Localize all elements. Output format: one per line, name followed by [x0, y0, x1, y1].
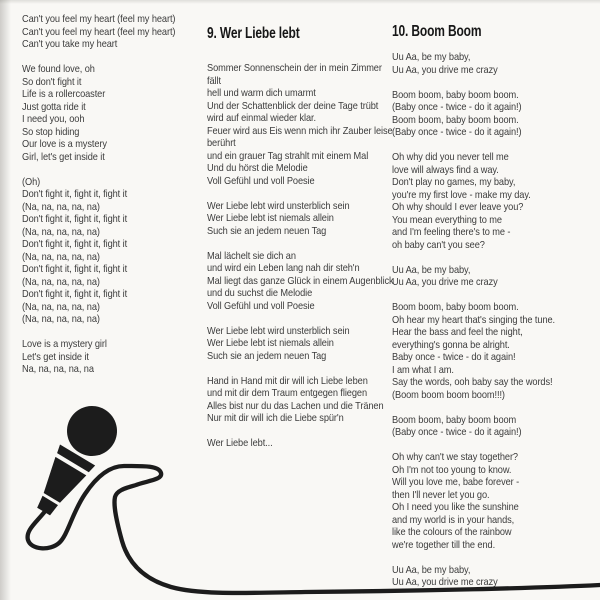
lyric-line: Don't fight it, fight it, fight it: [22, 238, 128, 250]
lyric-line: Voll Gefühl und voll Poesie: [207, 299, 315, 312]
lyric-line: Say the words, ooh baby say the words!: [392, 376, 553, 388]
lyric-line: Girl, let's get inside it: [22, 150, 105, 163]
lyric-line: Oh why did you never tell me: [392, 151, 509, 163]
lyric-line: Let's get inside it: [22, 350, 89, 363]
lyric-line: oh baby can't you see?: [392, 238, 485, 251]
lyric-line: (Baby once - twice - do it again!): [392, 126, 522, 138]
lyric-line: Uu Aa, be my baby,: [392, 563, 471, 576]
stanza: [207, 325, 401, 363]
lyric-line: Mal liegt das ganze Glück in einem Augenblick: [207, 274, 394, 287]
lyric-line: I am what I am.: [392, 363, 454, 376]
microphone-ring-band: [55, 444, 95, 473]
stanza: [22, 176, 216, 326]
lyric-line: then I'll never let you go.: [392, 488, 490, 501]
paper-edge-shadow-top: [0, 0, 600, 4]
microphone-head: [58, 397, 127, 466]
lyric-line: everything's gonna be alright.: [392, 338, 510, 351]
lyric-line: Hand in Hand mit dir will ich Liebe leben: [207, 374, 368, 387]
lyric-line: (Baby once - twice - do it again!): [392, 101, 522, 113]
lyric-line: Uu Aa, be my baby,: [392, 51, 471, 63]
lyric-line: (Na, na, na, na, na): [22, 250, 100, 263]
stanza: [392, 264, 594, 289]
lyrics-column-left: [22, 13, 216, 376]
lyric-line: Oh hear my heart that's singing the tune.: [392, 313, 556, 326]
stanza: [207, 62, 401, 187]
lyric-line: Uu Aa, you drive me crazy: [392, 576, 498, 588]
lyric-line: Hear the bass and feel the night,: [392, 326, 523, 338]
lyric-line: like the colours of the rainbow: [392, 526, 512, 538]
microphone-tail-cap: [36, 496, 58, 516]
lyric-line: (Na, na, na, na, na): [22, 225, 100, 238]
lyric-line: berührt: [207, 137, 236, 149]
lyric-line: Life is a rollercoaster: [22, 88, 106, 100]
stanza: [207, 375, 401, 425]
lyric-line: Don't fight it, fight it, fight it: [22, 288, 128, 300]
stanza: [392, 451, 594, 551]
lyric-line: Alles bist nur du das Lachen und die Tränen: [207, 399, 384, 412]
lyric-line: Oh I'm not too young to know.: [392, 463, 512, 476]
lyric-line: Feuer wird aus Eis wenn mich ihr Zauber leise: [207, 124, 393, 137]
lyric-line: Nur mit dir will ich die Liebe spür'n: [207, 412, 344, 424]
lyric-line: Can't you feel my heart (feel my heart): [22, 13, 176, 25]
lyric-line: love will always find a way.: [392, 163, 499, 176]
lyric-line: Oh why can't we stay together?: [392, 451, 518, 463]
lyric-line: Wer Liebe lebt ist niemals allein: [207, 337, 334, 349]
lyric-line: fällt: [207, 74, 221, 87]
lyric-line: Can't you feel my heart (feel my heart): [22, 25, 176, 38]
lyric-line: und ein grauer Tag strahlt mit einem Mal: [207, 149, 369, 162]
lyric-line: I need you, ooh: [22, 113, 85, 125]
lyric-line: Just gotta ride it: [22, 100, 86, 113]
lyric-line: Such sie an jedem neuen Tag: [207, 224, 327, 237]
lyric-line: Such sie an jedem neuen Tag: [207, 349, 327, 362]
stanza: [392, 89, 594, 139]
lyric-line: und mit dir dem Traum entgegen fliegen: [207, 387, 367, 399]
lyric-line: und du suchst die Melodie: [207, 287, 313, 299]
lyric-line: (Na, na, na, na, na): [22, 275, 100, 288]
lyric-line: (Na, na, na, na, na): [22, 313, 100, 325]
lyric-line: hell und warm dich umarmt: [207, 87, 316, 99]
lyric-line: Voll Gefühl und voll Poesie: [207, 174, 315, 187]
lyric-line: Uu Aa, you drive me crazy: [392, 63, 498, 76]
lyric-line: Boom boom, baby boom boom: [392, 413, 517, 426]
lyric-line: Wer Liebe lebt wird unsterblich sein: [207, 324, 350, 337]
lyric-line: Don't fight it, fight it, fight it: [22, 263, 128, 275]
lyric-line: Boom boom, baby boom boom.: [392, 301, 519, 313]
track-9-lyrics: [207, 62, 401, 450]
lyric-line: Sommer Sonnenschein der in mein Zimmer: [207, 62, 382, 74]
stanza: [22, 338, 216, 376]
stanza: [22, 63, 216, 163]
lyric-line: wird auf einmal wieder klar.: [207, 112, 316, 124]
lyric-line: Love is a mystery girl: [22, 338, 107, 350]
stanza: [392, 301, 594, 401]
lyric-line: Boom boom, baby boom boom.: [392, 113, 519, 126]
lyric-line: Don't fight it, fight it, fight it: [22, 213, 128, 225]
lyric-line: Don't fight it, fight it, fight it: [22, 188, 128, 200]
track-title-10: 10. Boom Boom: [392, 23, 482, 40]
lyric-line: Boom boom, baby boom boom.: [392, 88, 519, 101]
lyric-line: Na, na, na, na, na: [22, 363, 94, 375]
lyric-line: (Na, na, na, na, na): [22, 300, 100, 313]
lyric-line: Our love is a mystery: [22, 138, 107, 150]
stanza: [392, 151, 594, 251]
lyric-line: We found love, oh: [22, 63, 95, 75]
lyric-line: you're my first love - make my day.: [392, 188, 531, 201]
lyric-line: (Oh): [22, 175, 41, 188]
stanza: [392, 564, 594, 589]
microphone-icon: [22, 397, 126, 525]
lyric-line: Oh I need you like the sunshine: [392, 501, 519, 513]
lyrics-column-middle: [207, 26, 401, 450]
lyric-line: (Na, na, na, na, na): [22, 200, 100, 213]
lyric-line: (Boom boom boom boom!!!): [392, 388, 505, 401]
lyric-line: and I'm feeling there's to me -: [392, 226, 511, 238]
lyric-line: Will you love me, babe forever -: [392, 476, 520, 488]
stanza: [392, 51, 594, 76]
track-title-9: 9. Wer Liebe lebt: [207, 25, 300, 42]
lyric-line: (Baby once - twice - do it again!): [392, 426, 522, 438]
lyric-line: Wer Liebe lebt wird unsterblich sein: [207, 199, 350, 212]
lyric-line: and my world is in your hands,: [392, 513, 515, 526]
lyric-line: Can't you take my heart: [22, 38, 118, 50]
stanza: [207, 250, 401, 313]
stanza: [207, 200, 401, 238]
lyric-line: Wer Liebe lebt...: [207, 437, 273, 449]
lyric-line: Und du hörst die Melodie: [207, 162, 308, 174]
lyric-line: So don't fight it: [22, 75, 82, 88]
lyric-line: Don't play no games, my baby,: [392, 176, 516, 188]
stanza: [207, 437, 401, 450]
lyrics-column-right: [392, 24, 594, 589]
lyric-line: Mal lächelt sie dich an: [207, 249, 296, 262]
lyric-line: Oh why should I ever leave you?: [392, 201, 524, 213]
lyric-line: So stop hiding: [22, 125, 80, 138]
lyric-line: Und der Schattenblick der deine Tage trübt: [207, 99, 379, 112]
lyric-line: You mean everything to me: [392, 213, 502, 226]
stanza: [22, 13, 216, 51]
lyric-line: Baby once - twice - do it again!: [392, 351, 516, 363]
paper-edge-shadow-left: [0, 0, 11, 600]
microphone-handle: [36, 457, 86, 507]
lyric-line: Uu Aa, be my baby,: [392, 263, 471, 276]
lyric-line: Uu Aa, you drive me crazy: [392, 276, 498, 288]
track-10-lyrics: [392, 51, 594, 589]
stanza: [392, 414, 594, 439]
lyric-line: we're together till the end.: [392, 538, 496, 551]
lyric-line: und wird ein Leben lang nah dir steh'n: [207, 262, 360, 274]
lyric-line: Wer Liebe lebt ist niemals allein: [207, 212, 334, 224]
